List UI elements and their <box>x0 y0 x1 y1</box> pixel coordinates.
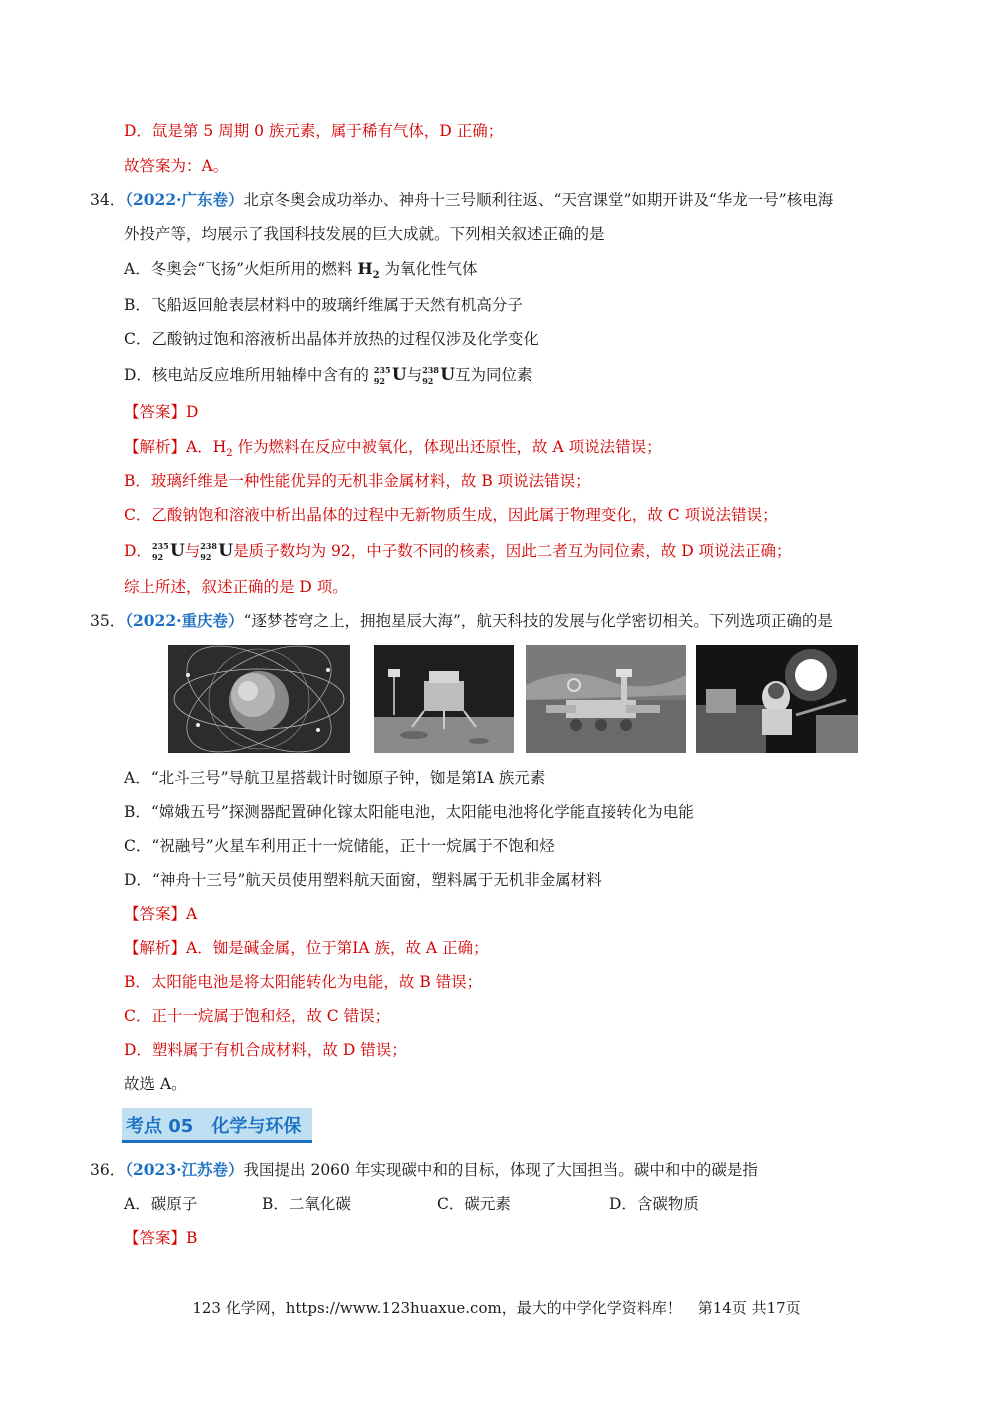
q35-analysis-b: B．太阳能电池是将太阳能转化为电能，故 B 错误； <box>124 973 483 991</box>
hydrogen-formula-analysis: $H_2$ <box>212 438 233 460</box>
page-footer <box>0 1297 993 1319</box>
q35-option-d: D．“神舟十三号”航天员使用塑料航天面窗，塑料属于无机非金属材料 <box>124 871 602 889</box>
q35-answer: 【答案】A <box>124 905 198 923</box>
uranium-238-isotope-analysis: 238 92 <box>200 541 217 562</box>
q34-number: 34． <box>90 191 126 209</box>
q34-option-b: B．飞船返回舱表层材料中的玻璃纤维属于天然有机高分子 <box>124 296 523 314</box>
photo-shenzhou13-astronaut <box>696 645 858 753</box>
footer-site: 123 化学网，https://www.123huaxue.com，最大的中学化学资料库！ <box>192 1299 682 1317</box>
uranium-235-isotope-analysis: 235 92 <box>151 541 169 562</box>
hydrogen-formula: $H_2$ <box>357 259 380 282</box>
photo-change5-lander <box>374 645 514 753</box>
q33-conclusion: 故答案为：A。 <box>124 157 229 175</box>
q34-source: （2022·广东卷） <box>125 190 244 209</box>
q35-analysis-a: 【解析】A．铷是碱金属，位于第IA 族，故 A 正确； <box>124 939 489 957</box>
q35-option-c: C．“祝融号”火星车利用正十一烷储能，正十一烷属于不饱和烃 <box>124 837 555 855</box>
uranium-238-isotope: 238 92 <box>422 365 439 386</box>
q35-stem-text: “逐梦苍穹之上，拥抱星辰大海”，航天科技的发展与化学密切相关。下列选项正确的是 <box>243 612 833 630</box>
q34-option-c: C．乙酸钠过饱和溶液析出晶体并放热的过程仅涉及化学变化 <box>124 330 539 348</box>
q34-stem-text-1: 北京冬奥会成功举办、神舟十三号顺利往返、“天宫课堂”如期开讲及“华龙一号”核电海 <box>243 191 834 209</box>
section-heading: 考点 05 化学与环保 <box>122 1108 312 1143</box>
q34-option-a: A．冬奥会“飞扬”火炬所用的燃料 $H_2$ 为氧化性气体 <box>124 259 478 282</box>
q36-option-a: A．碳原子 <box>124 1195 198 1213</box>
q35-analysis-c: C．正十一烷属于饱和烃，故 C 错误； <box>124 1007 391 1025</box>
q34-analysis-b: B．玻璃纤维是一种性能优异的无机非金属材料，故 B 项说法错误； <box>124 472 591 490</box>
q34-stem-line-2: 外投产等，均展示了我国科技发展的巨大成就。下列相关叙述正确的是 <box>124 225 605 243</box>
q35-stem <box>90 610 833 632</box>
q36-source: （2023·江苏卷） <box>125 1160 244 1179</box>
q36-answer: 【答案】B <box>124 1229 198 1247</box>
q34-conclusion: 综上所述，叙述正确的是 D 项。 <box>124 578 348 596</box>
q34-analysis-a: 【解析】A．$H_2$ 作为燃料在反应中被氧化，体现出还原性，故 A 项说法错误； <box>124 438 662 460</box>
q36-stem <box>90 1159 758 1181</box>
q36-option-b: B．二氧化碳 <box>262 1195 351 1213</box>
space-photos <box>168 645 858 753</box>
q34-analysis-d: D． 235 92 U与 238 92 U是质子数均为 92，中子数不同的核素，因此二者互为同位素，故 D 项说法正确； <box>124 541 792 562</box>
q34-stem-line-1 <box>90 189 833 211</box>
q36-option-c: C．碳元素 <box>437 1195 511 1213</box>
q35-source: （2022·重庆卷） <box>125 611 244 630</box>
q35-option-a: A．“北斗三号”导航卫星搭载计时铷原子钟，铷是第IA 族元素 <box>124 769 546 787</box>
photo-beidou-satellites <box>168 645 350 753</box>
q35-option-b: B．“嫦娥五号”探测器配置砷化镓太阳能电池，太阳能电池将化学能直接转化为电能 <box>124 803 694 821</box>
uranium-235-isotope: 235 92 <box>373 365 391 386</box>
q34-option-d: D．核电站反应堆所用轴棒中含有的 235 92 U与 238 92 U互为同位素 <box>124 365 533 386</box>
q33-option-d-analysis: D．氙是第 5 周期 0 族元素，属于稀有气体，D 正确； <box>124 122 504 140</box>
q35-conclusion: 故选 A。 <box>124 1075 187 1093</box>
photo-zhurong-rover <box>526 645 686 753</box>
footer-page-number: 第14页 共17页 <box>697 1299 801 1317</box>
q35-number: 35． <box>90 612 126 630</box>
q34-answer: 【答案】D <box>124 403 199 421</box>
q36-option-d: D．含碳物质 <box>609 1195 699 1213</box>
q36-stem-text: 我国提出 2060 年实现碳中和的目标，体现了大国担当。碳中和中的碳是指 <box>243 1161 758 1179</box>
q34-analysis-c: C．乙酸钠饱和溶液中析出晶体的过程中无新物质生成，因此属于物理变化，故 C 项说法错误； <box>124 506 778 524</box>
q35-analysis-d: D．塑料属于有机合成材料，故 D 错误； <box>124 1041 407 1059</box>
q36-number: 36． <box>90 1161 126 1179</box>
